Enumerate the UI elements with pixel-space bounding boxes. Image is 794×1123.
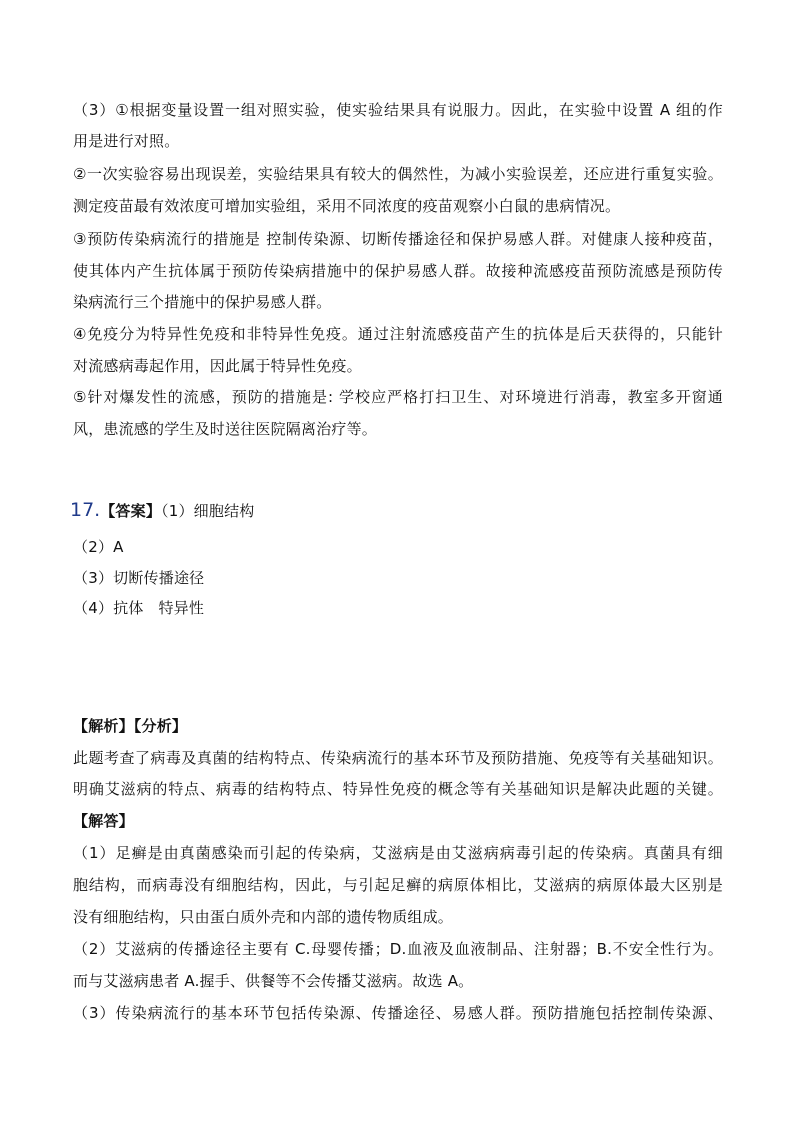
paragraph-line: （1）足癣是由真菌感染而引起的传染病，艾滋病是由艾滋病病毒引起的传染病。真菌具有细 [73,844,723,862]
paragraph-line: 使其体内产生抗体属于预防传染病措施中的保护易感人群。故接种流感疫苗预防流感是预防传 [73,262,723,280]
paragraph-line: 而与艾滋病患者 A.握手、供餐等不会传播艾滋病。故选 A。 [73,972,474,990]
answer-item: （3）切断传播途径 [73,569,205,587]
paragraph-line: ④免疫分为特异性免疫和非特异性免疫。通过注射流感疫苗产生的抗体是后天获得的，只能针 [73,325,723,343]
solution-tag: 【解答】 [73,812,134,830]
question-number: 17. [70,499,101,521]
paragraph-line: （3）①根据变量设置一组对照实验，使实验结果具有说服力。因此，在实验中设置 A 组的作 [73,101,723,119]
paragraph-line: ②一次实验容易出现误差，实验结果具有较大的偶然性，为减小实验误差，还应进行重复实验。 [73,165,723,183]
paragraph-line: 此题考查了病毒及真菌的结构特点、传染病流行的基本环节及预防措施、免疫等有关基础知识。 [73,749,723,767]
paragraph-line: 用是进行对照。 [73,132,180,150]
paragraph-line: （3）传染病流行的基本环节包括传染源、传播途径、易感人群。预防措施包括控制传染源、 [73,1004,723,1022]
paragraph-line: 没有细胞结构，只由蛋白质外壳和内部的遗传物质组成。 [73,908,454,926]
paragraph-line: ⑤针对爆发性的流感，预防的措施是: 学校应严格打扫卫生、对环境进行消毒，教室多开窗通 [73,388,723,406]
paragraph-line: 风，患流感的学生及时送往医院隔离治疗等。 [73,420,378,438]
answer-item: （1）细胞结构 [161,502,255,520]
analysis-tag: 【解析】【分析】 [73,717,188,735]
answer-item: （2）A [73,538,124,556]
answer-item: （4）抗体 特异性 [73,599,205,617]
paragraph-line: 染病流行三个措施中的保护易感人群。 [73,293,332,311]
paragraph-line: 测定疫苗最有效浓度可增加实验组，采用不同浓度的疫苗观察小白鼠的患病情况。 [73,197,621,215]
paragraph-line: 对流感病毒起作用，因此属于特异性免疫。 [73,357,362,375]
paragraph-line: ③预防传染病流行的措施是 控制传染源、切断传播途径和保护易感人群。对健康人接种疫苗， [73,230,723,248]
question-17-header [70,500,720,521]
answer-tag: 【答案】 [100,502,162,520]
paragraph-line: 明确艾滋病的特点、病毒的结构特点、特异性免疫的概念等有关基础知识是解决此题的关键。 [73,780,723,798]
paragraph-line: 胞结构，而病毒没有细胞结构，因此，与引起足癣的病原体相比，艾滋病的病原体最大区别是 [73,876,723,894]
paragraph-line: （2）艾滋病的传播途径主要有 C.母婴传播；D.血液及血液制品、注射器；B.不安全性行为。 [73,940,723,958]
